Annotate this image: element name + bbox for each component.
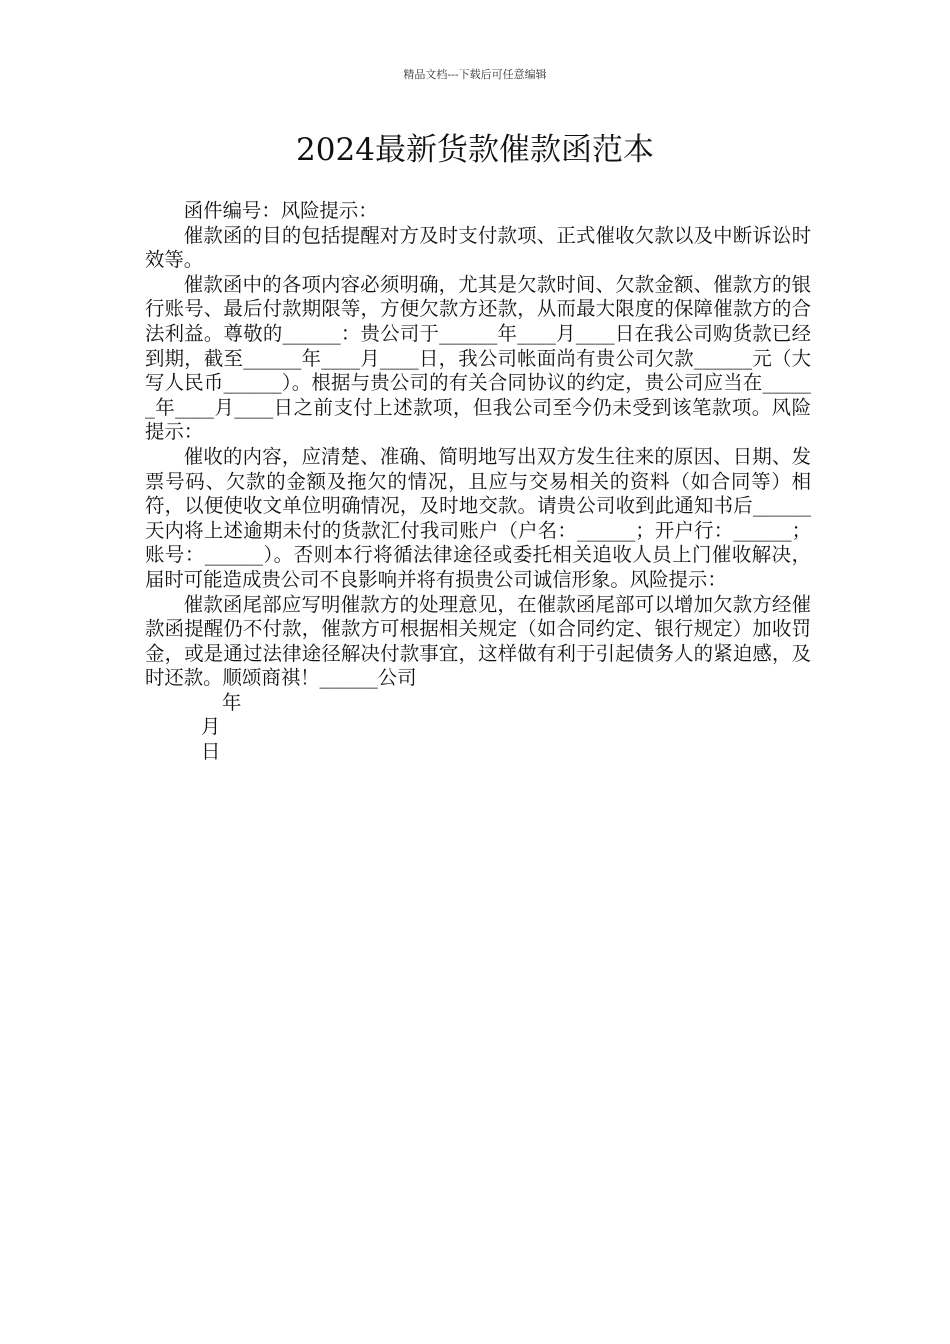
signature-year: 年 <box>222 690 242 714</box>
page-header-note: 精品文档---下载后可任意编辑 <box>403 68 547 81</box>
signature-month: 月 <box>201 715 221 739</box>
paragraph-collection-content: 催收的内容，应清楚、准确、简明地写出双方发生往来的原因、日期、发票号码、欠款的金额及拖欠的情况，且应与交易相关的资料（如合同等）相符，以便使收文单位明确情况，及时地交款。请贵公司收到此通知书后______天内将上述逾期未付的货款汇付我司账户（户名：______；开户行：______；账号：______）。否则本行将循法律途径或委托相关追收人员上门催收解决，届时可能造成贵公司不良影响并将有损贵公司诚信形象。风险提示： <box>145 444 811 591</box>
paragraph-closing: 催款函尾部应写明催款方的处理意见，在催款函尾部可以增加欠款方经催款函提醒仍不付款，催款方可根据相关规定（如合同约定、银行规定）加收罚金，或是通过法律途径解决付款事宜，这样做有利于引起债务人的紧迫感，及时还款。顺颂商祺！______公司 <box>145 592 811 690</box>
document-body <box>145 199 811 765</box>
paragraph-letter-number: 函件编号：风险提示： <box>183 199 378 222</box>
document-title: 2024最新货款催款函范本 <box>296 132 654 168</box>
paragraph-purpose: 催款函的目的包括提醒对方及时支付款项、正式催收欠款以及中断诉讼时效等。 <box>145 223 811 272</box>
paragraph-content-requirements: 催款函中的各项内容必须明确，尤其是欠款时间、欠款金额、催款方的银行账号、最后付款期限等，方便欠款方还款，从而最大限度的保障催款方的合法利益。尊敬的______：贵公司于______年____月____日在我公司购货款已经到期，截至______年____月____日，我公司帐面尚有贵公司欠款______元（大写人民币______）。根据与贵公司的有关合同协议的约定，贵公司应当在______年____月____日之前支付上述款项，但我公司至今仍未受到该笔款项。风险提示： <box>145 272 811 444</box>
signature-day: 日 <box>201 740 221 764</box>
